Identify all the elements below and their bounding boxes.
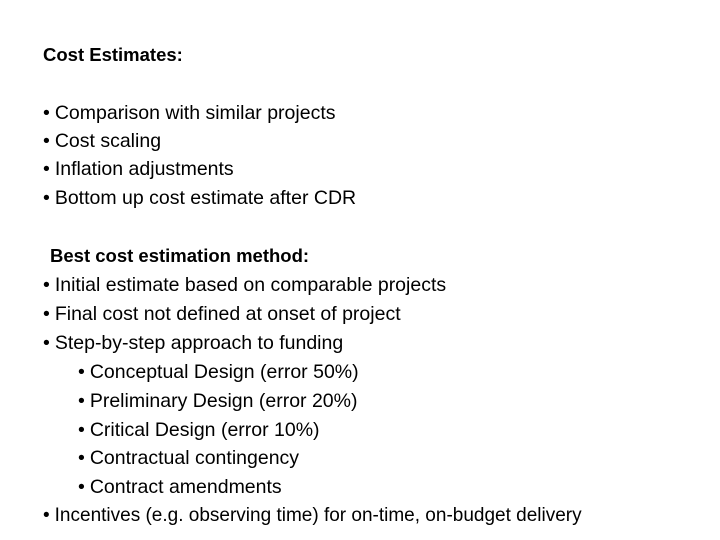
list-item-text: Final cost not defined at onset of project: [54, 303, 401, 325]
list-item: [43, 505, 582, 527]
list-item: [43, 102, 336, 124]
sub-list-item: [78, 447, 299, 469]
list-item: [43, 187, 356, 209]
bullet-icon: •: [43, 130, 50, 152]
list-item-text: Comparison with similar projects: [54, 102, 336, 124]
bullet-icon: •: [43, 332, 50, 354]
sub-list-item-text: Contract amendments: [89, 476, 282, 498]
sub-list-item-text: Preliminary Design (error 20%): [89, 390, 358, 412]
bullet-icon: •: [78, 447, 85, 469]
sub-list-item: [78, 390, 358, 412]
list-item-text: Bottom up cost estimate after CDR: [54, 187, 357, 209]
sub-list-item: [78, 476, 282, 498]
list-item: [43, 303, 401, 325]
bullet-icon: •: [43, 158, 50, 180]
bullet-icon: •: [78, 419, 85, 441]
list-item-text: Initial estimate based on comparable projects: [54, 274, 447, 296]
cost-estimates-heading: Cost Estimates:: [43, 44, 183, 65]
bullet-icon: •: [78, 476, 85, 498]
sub-list-item: [78, 361, 359, 383]
best-method-heading: Best cost estimation method:: [50, 245, 310, 266]
sub-list-item: [78, 419, 320, 441]
sub-list-item-text: Critical Design (error 10%): [89, 419, 320, 441]
list-item-text: Inflation adjustments: [54, 158, 234, 180]
bullet-icon: •: [78, 390, 85, 412]
bullet-icon: •: [43, 303, 50, 325]
list-item-text: Cost scaling: [54, 130, 162, 152]
list-item: [43, 130, 161, 152]
list-item-text: Step-by-step approach to funding: [54, 332, 344, 354]
list-item: [43, 158, 234, 180]
sub-list-item-text: Contractual contingency: [89, 447, 300, 469]
bullet-icon: •: [43, 505, 50, 526]
bullet-icon: •: [78, 361, 85, 383]
bullet-icon: •: [43, 102, 50, 124]
bullet-icon: •: [43, 274, 50, 296]
sub-list-item-text: Conceptual Design (error 50%): [89, 361, 359, 383]
list-item: [43, 274, 446, 296]
bullet-icon: •: [43, 187, 50, 209]
list-item: [43, 332, 343, 354]
list-item-text: Incentives (e.g. observing time) for on-time, on-budget delivery: [54, 505, 582, 526]
